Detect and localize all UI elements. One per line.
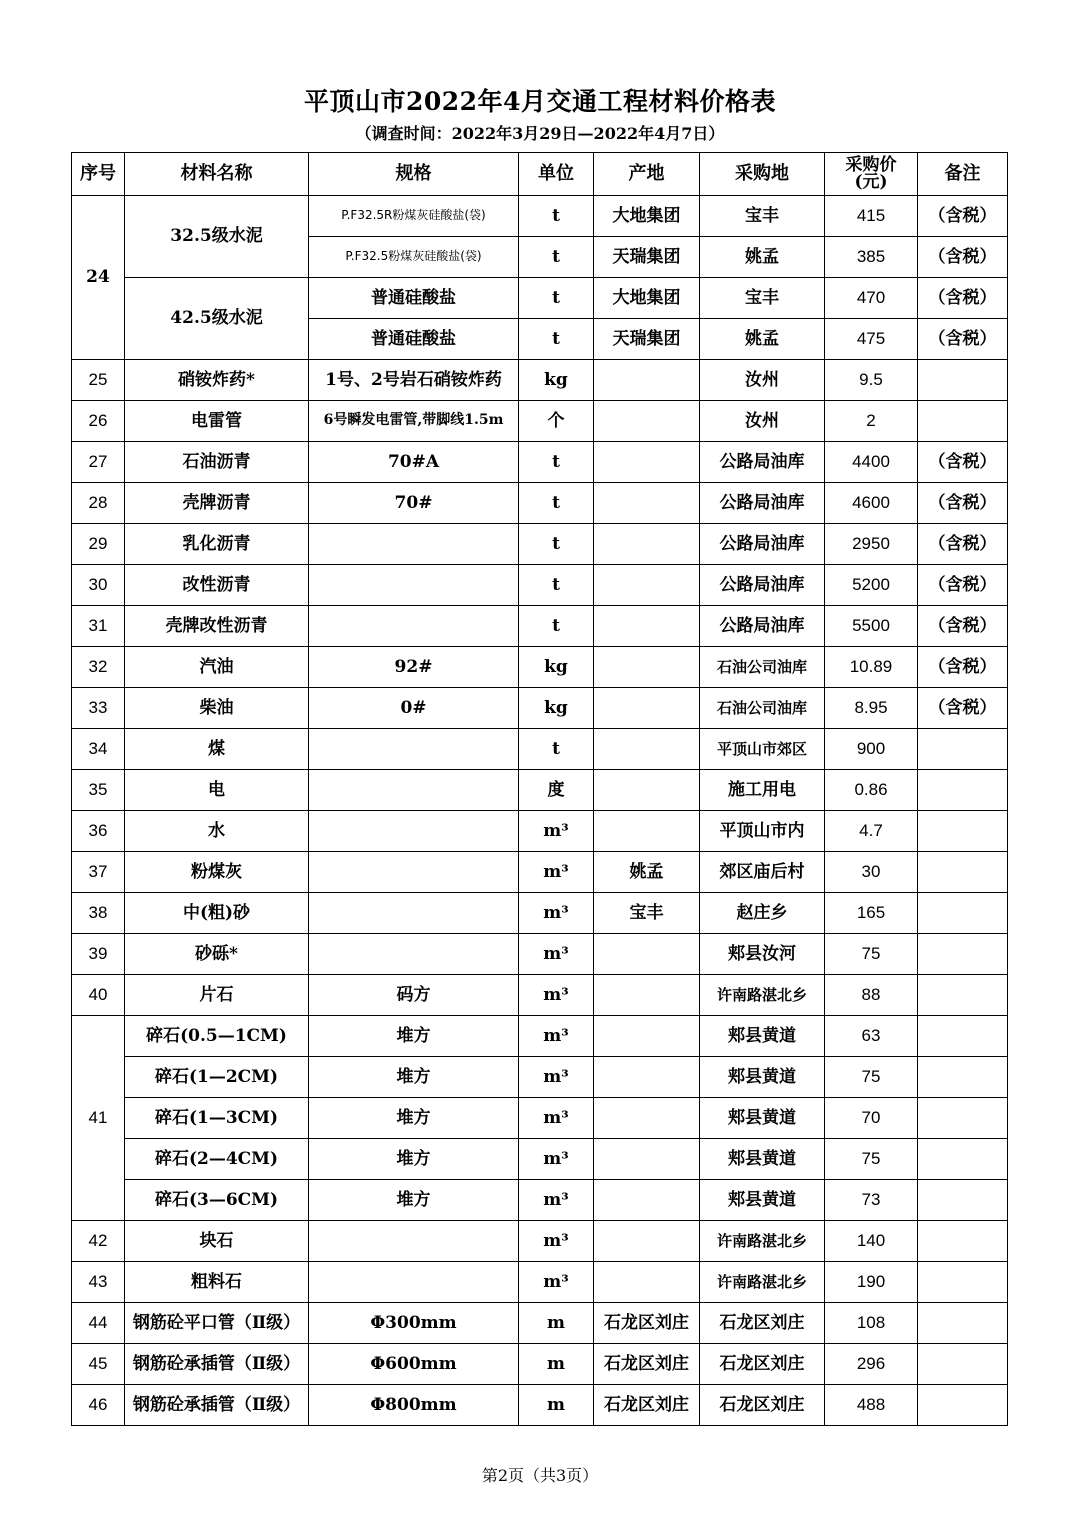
- cell-origin: 姚孟: [594, 852, 700, 893]
- header-price: [825, 153, 918, 196]
- cell-purchase: 郏县黄道: [700, 1057, 825, 1098]
- cell-no: 26: [72, 401, 125, 442]
- cell-note: （含税）: [918, 688, 1008, 729]
- cell-note: [918, 975, 1008, 1016]
- cell-origin: [594, 770, 700, 811]
- cell-note: [918, 1344, 1008, 1385]
- cell-origin: [594, 1139, 700, 1180]
- header-no: 序号: [72, 153, 125, 196]
- cell-origin: [594, 1221, 700, 1262]
- cell-name: 碎石(0.5—1CM): [125, 1016, 309, 1057]
- cell-origin: [594, 1180, 700, 1221]
- cell-unit: t: [519, 483, 594, 524]
- cell-purchase: 郏县黄道: [700, 1139, 825, 1180]
- cell-unit: m³: [519, 1139, 594, 1180]
- cell-spec: Φ800mm: [309, 1385, 519, 1426]
- cell-purchase: 公路局油库: [700, 606, 825, 647]
- cell-unit: 度: [519, 770, 594, 811]
- cell-purchase: 许南路湛北乡: [700, 975, 825, 1016]
- cell-spec: 堆方: [309, 1057, 519, 1098]
- cell-note: [918, 729, 1008, 770]
- cell-note: [918, 811, 1008, 852]
- cell-note: [918, 770, 1008, 811]
- page-title: 平顶山市2022年4月交通工程材料价格表: [304, 87, 776, 116]
- cell-purchase: 平顶山市郊区: [700, 729, 825, 770]
- cell-spec: 堆方: [309, 1139, 519, 1180]
- cell-spec: 普通硅酸盐: [309, 278, 519, 319]
- cell-origin: 大地集团: [594, 196, 700, 237]
- cell-purchase: 姚孟: [700, 319, 825, 360]
- cell-unit: t: [519, 565, 594, 606]
- header-price-line2: (元): [854, 172, 888, 192]
- cell-unit: m: [519, 1344, 594, 1385]
- cell-price: 900: [825, 729, 918, 770]
- cell-origin: [594, 1262, 700, 1303]
- header-note: 备注: [918, 153, 1008, 196]
- cell-price: 73: [825, 1180, 918, 1221]
- cell-no: 40: [72, 975, 125, 1016]
- cell-price: 470: [825, 278, 918, 319]
- header-name: 材料名称: [125, 153, 309, 196]
- cell-origin: [594, 483, 700, 524]
- cell-price: 385: [825, 237, 918, 278]
- cell-name: 石油沥青: [125, 442, 309, 483]
- cell-note: （含税）: [918, 319, 1008, 360]
- cell-price: 88: [825, 975, 918, 1016]
- table-row: [72, 852, 1008, 893]
- cell-no: 44: [72, 1303, 125, 1344]
- cell-unit: m³: [519, 893, 594, 934]
- cell-spec: 堆方: [309, 1098, 519, 1139]
- cell-unit: t: [519, 729, 594, 770]
- cell-origin: 石龙区刘庄: [594, 1303, 700, 1344]
- cell-spec: 码方: [309, 975, 519, 1016]
- cell-spec: 0#: [309, 688, 519, 729]
- table-row: [72, 770, 1008, 811]
- cell-price: 9.5: [825, 360, 918, 401]
- header-spec: 规格: [309, 153, 519, 196]
- cell-unit: 个: [519, 401, 594, 442]
- cell-origin: [594, 360, 700, 401]
- cell-price: 475: [825, 319, 918, 360]
- table-row: [72, 1139, 1008, 1180]
- cell-no: 46: [72, 1385, 125, 1426]
- cell-price: 5500: [825, 606, 918, 647]
- header-row: [72, 153, 1008, 196]
- cell-price: 415: [825, 196, 918, 237]
- cell-unit: m³: [519, 1016, 594, 1057]
- cell-spec: P.F32.5粉煤灰硅酸盐(袋): [309, 237, 519, 278]
- cell-origin: [594, 1057, 700, 1098]
- cell-origin: 大地集团: [594, 278, 700, 319]
- cell-name: 钢筋砼承插管（Ⅱ级）: [125, 1344, 309, 1385]
- cell-name: 钢筋砼平口管（Ⅱ级）: [125, 1303, 309, 1344]
- cell-origin: [594, 975, 700, 1016]
- cell-note: [918, 1221, 1008, 1262]
- cell-origin: [594, 729, 700, 770]
- cell-note: [918, 1098, 1008, 1139]
- table-row: [72, 278, 1008, 319]
- cell-purchase: 石油公司油库: [700, 647, 825, 688]
- cell-purchase: 许南路湛北乡: [700, 1221, 825, 1262]
- table-row: [72, 360, 1008, 401]
- cell-spec: 70#A: [309, 442, 519, 483]
- cell-name: 碎石(2—4CM): [125, 1139, 309, 1180]
- cell-unit: m³: [519, 934, 594, 975]
- cell-spec: [309, 893, 519, 934]
- cell-spec: [309, 934, 519, 975]
- cell-spec: [309, 524, 519, 565]
- cell-note: [918, 1303, 1008, 1344]
- table-row: [72, 1303, 1008, 1344]
- header-purchase: 采购地: [700, 153, 825, 196]
- cell-price: 108: [825, 1303, 918, 1344]
- cell-price: 5200: [825, 565, 918, 606]
- table-row: [72, 975, 1008, 1016]
- cell-no: 31: [72, 606, 125, 647]
- cell-price: 190: [825, 1262, 918, 1303]
- table-row: [72, 934, 1008, 975]
- cell-note: [918, 401, 1008, 442]
- cell-unit: m³: [519, 1057, 594, 1098]
- cell-purchase: 公路局油库: [700, 442, 825, 483]
- cell-price: 2950: [825, 524, 918, 565]
- header-unit: 单位: [519, 153, 594, 196]
- cell-no: 36: [72, 811, 125, 852]
- cell-spec: 堆方: [309, 1180, 519, 1221]
- cell-note: （含税）: [918, 565, 1008, 606]
- cell-origin: [594, 565, 700, 606]
- cell-unit: t: [519, 196, 594, 237]
- cell-name: 改性沥青: [125, 565, 309, 606]
- cell-price: 2: [825, 401, 918, 442]
- cell-price: 10.89: [825, 647, 918, 688]
- cell-unit: t: [519, 442, 594, 483]
- cell-note: [918, 360, 1008, 401]
- cell-unit: t: [519, 237, 594, 278]
- cell-note: [918, 893, 1008, 934]
- cell-no: 41: [72, 1016, 125, 1221]
- table-row: [72, 565, 1008, 606]
- cell-note: [918, 1385, 1008, 1426]
- cell-unit: m³: [519, 1098, 594, 1139]
- table-row: [72, 1262, 1008, 1303]
- cell-note: （含税）: [918, 524, 1008, 565]
- cell-no: 42: [72, 1221, 125, 1262]
- cell-name: 硝铵炸药*: [125, 360, 309, 401]
- cell-no: 45: [72, 1344, 125, 1385]
- cell-price: 30: [825, 852, 918, 893]
- cell-purchase: 石龙区刘庄: [700, 1344, 825, 1385]
- cell-no: 27: [72, 442, 125, 483]
- cell-name: 汽油: [125, 647, 309, 688]
- cell-spec: [309, 565, 519, 606]
- cell-price: 4600: [825, 483, 918, 524]
- cell-price: 8.95: [825, 688, 918, 729]
- cell-price: 4400: [825, 442, 918, 483]
- survey-period: （调查时间：2022年3月29日—2022年4月7日）: [355, 124, 725, 143]
- cell-spec: 92#: [309, 647, 519, 688]
- cell-unit: m³: [519, 811, 594, 852]
- cell-purchase: 许南路湛北乡: [700, 1262, 825, 1303]
- cell-purchase: 郊区庙后村: [700, 852, 825, 893]
- cell-name: 32.5级水泥: [125, 196, 309, 278]
- cell-spec: 普通硅酸盐: [309, 319, 519, 360]
- cell-no: 43: [72, 1262, 125, 1303]
- cell-name: 煤: [125, 729, 309, 770]
- cell-note: [918, 1139, 1008, 1180]
- cell-spec: [309, 1221, 519, 1262]
- table-row: [72, 606, 1008, 647]
- cell-spec: [309, 606, 519, 647]
- cell-unit: t: [519, 524, 594, 565]
- table-row: [72, 1344, 1008, 1385]
- cell-purchase: 姚孟: [700, 237, 825, 278]
- cell-note: （含税）: [918, 237, 1008, 278]
- cell-name: 粉煤灰: [125, 852, 309, 893]
- cell-spec: [309, 1262, 519, 1303]
- cell-purchase: 赵庄乡: [700, 893, 825, 934]
- cell-unit: m³: [519, 1221, 594, 1262]
- cell-price: 75: [825, 934, 918, 975]
- cell-no: 39: [72, 934, 125, 975]
- cell-purchase: 郏县黄道: [700, 1016, 825, 1057]
- table-row: [72, 483, 1008, 524]
- cell-name: 碎石(1—2CM): [125, 1057, 309, 1098]
- cell-note: （含税）: [918, 442, 1008, 483]
- cell-price: 488: [825, 1385, 918, 1426]
- cell-origin: 天瑞集团: [594, 237, 700, 278]
- cell-purchase: 郏县黄道: [700, 1180, 825, 1221]
- cell-unit: m: [519, 1385, 594, 1426]
- cell-no: 37: [72, 852, 125, 893]
- cell-purchase: 公路局油库: [700, 483, 825, 524]
- cell-purchase: 公路局油库: [700, 524, 825, 565]
- cell-spec: [309, 852, 519, 893]
- cell-no: 30: [72, 565, 125, 606]
- cell-origin: 天瑞集团: [594, 319, 700, 360]
- cell-origin: [594, 442, 700, 483]
- cell-name: 片石: [125, 975, 309, 1016]
- table-row: [72, 1098, 1008, 1139]
- cell-origin: [594, 934, 700, 975]
- table-row: [72, 524, 1008, 565]
- table-row: [72, 1057, 1008, 1098]
- cell-origin: [594, 688, 700, 729]
- cell-purchase: 石龙区刘庄: [700, 1385, 825, 1426]
- table-row: [72, 1180, 1008, 1221]
- cell-unit: m: [519, 1303, 594, 1344]
- cell-name: 中(粗)砂: [125, 893, 309, 934]
- cell-note: [918, 934, 1008, 975]
- table-row: [72, 893, 1008, 934]
- cell-spec: 1号、2号岩石硝铵炸药: [309, 360, 519, 401]
- header-price-line1: 采购价: [845, 155, 897, 175]
- cell-no: 33: [72, 688, 125, 729]
- cell-note: （含税）: [918, 606, 1008, 647]
- cell-spec: Φ300mm: [309, 1303, 519, 1344]
- cell-origin: [594, 811, 700, 852]
- cell-spec: [309, 729, 519, 770]
- cell-purchase: 汝州: [700, 401, 825, 442]
- cell-no: 32: [72, 647, 125, 688]
- cell-spec: 6号瞬发电雷管,带脚线1.5m: [309, 401, 519, 442]
- cell-name: 水: [125, 811, 309, 852]
- cell-origin: [594, 647, 700, 688]
- cell-purchase: 公路局油库: [700, 565, 825, 606]
- cell-name: 42.5级水泥: [125, 278, 309, 360]
- cell-unit: m³: [519, 975, 594, 1016]
- cell-price: 75: [825, 1139, 918, 1180]
- cell-note: [918, 1262, 1008, 1303]
- table-row: [72, 647, 1008, 688]
- cell-name: 碎石(1—3CM): [125, 1098, 309, 1139]
- cell-note: （含税）: [918, 278, 1008, 319]
- cell-name: 乳化沥青: [125, 524, 309, 565]
- cell-price: 75: [825, 1057, 918, 1098]
- cell-name: 柴油: [125, 688, 309, 729]
- table-row: [72, 811, 1008, 852]
- cell-price: 63: [825, 1016, 918, 1057]
- cell-no: 25: [72, 360, 125, 401]
- cell-price: 165: [825, 893, 918, 934]
- page-footer: 第2页（共3页）: [481, 1466, 599, 1485]
- cell-origin: [594, 1098, 700, 1139]
- cell-note: （含税）: [918, 483, 1008, 524]
- cell-unit: kg: [519, 688, 594, 729]
- cell-unit: t: [519, 278, 594, 319]
- cell-origin: 石龙区刘庄: [594, 1344, 700, 1385]
- table-row: [72, 1221, 1008, 1262]
- cell-price: 140: [825, 1221, 918, 1262]
- cell-no: 38: [72, 893, 125, 934]
- cell-note: [918, 1180, 1008, 1221]
- cell-purchase: 施工用电: [700, 770, 825, 811]
- cell-no: 28: [72, 483, 125, 524]
- table-row: [72, 442, 1008, 483]
- cell-origin: [594, 606, 700, 647]
- cell-purchase: 宝丰: [700, 278, 825, 319]
- cell-spec: 70#: [309, 483, 519, 524]
- cell-name: 钢筋砼承插管（Ⅱ级）: [125, 1385, 309, 1426]
- cell-unit: m³: [519, 1262, 594, 1303]
- cell-note: [918, 852, 1008, 893]
- cell-purchase: 平顶山市内: [700, 811, 825, 852]
- header-origin: 产地: [594, 153, 700, 196]
- cell-purchase: 石油公司油库: [700, 688, 825, 729]
- price-table: [71, 152, 1008, 1426]
- cell-origin: [594, 524, 700, 565]
- cell-no: 29: [72, 524, 125, 565]
- cell-purchase: 宝丰: [700, 196, 825, 237]
- cell-unit: m³: [519, 1180, 594, 1221]
- cell-unit: t: [519, 319, 594, 360]
- cell-price: 0.86: [825, 770, 918, 811]
- cell-name: 壳牌沥青: [125, 483, 309, 524]
- cell-unit: m³: [519, 852, 594, 893]
- cell-name: 电雷管: [125, 401, 309, 442]
- cell-unit: kg: [519, 647, 594, 688]
- cell-name: 电: [125, 770, 309, 811]
- table-row: [72, 729, 1008, 770]
- cell-note: [918, 1057, 1008, 1098]
- cell-origin: 宝丰: [594, 893, 700, 934]
- cell-spec: P.F32.5R粉煤灰硅酸盐(袋): [309, 196, 519, 237]
- cell-note: [918, 1016, 1008, 1057]
- cell-no: 35: [72, 770, 125, 811]
- cell-origin: [594, 1016, 700, 1057]
- cell-name: 壳牌改性沥青: [125, 606, 309, 647]
- cell-name: 粗料石: [125, 1262, 309, 1303]
- table-row: [72, 1385, 1008, 1426]
- cell-unit: t: [519, 606, 594, 647]
- cell-spec: [309, 811, 519, 852]
- cell-purchase: 郏县黄道: [700, 1098, 825, 1139]
- table-row: [72, 401, 1008, 442]
- cell-purchase: 汝州: [700, 360, 825, 401]
- cell-price: 296: [825, 1344, 918, 1385]
- cell-origin: 石龙区刘庄: [594, 1385, 700, 1426]
- cell-purchase: 石龙区刘庄: [700, 1303, 825, 1344]
- cell-spec: [309, 770, 519, 811]
- cell-price: 70: [825, 1098, 918, 1139]
- table-row: [72, 688, 1008, 729]
- table-row: [72, 1016, 1008, 1057]
- cell-name: 块石: [125, 1221, 309, 1262]
- cell-origin: [594, 401, 700, 442]
- cell-name: 碎石(3—6CM): [125, 1180, 309, 1221]
- cell-name: 砂砾*: [125, 934, 309, 975]
- cell-note: （含税）: [918, 647, 1008, 688]
- cell-note: （含税）: [918, 196, 1008, 237]
- cell-unit: kg: [519, 360, 594, 401]
- cell-purchase: 郏县汝河: [700, 934, 825, 975]
- table-row: [72, 196, 1008, 237]
- cell-price: 4.7: [825, 811, 918, 852]
- cell-spec: 堆方: [309, 1016, 519, 1057]
- cell-no: 24: [72, 196, 125, 360]
- cell-spec: Φ600mm: [309, 1344, 519, 1385]
- cell-no: 34: [72, 729, 125, 770]
